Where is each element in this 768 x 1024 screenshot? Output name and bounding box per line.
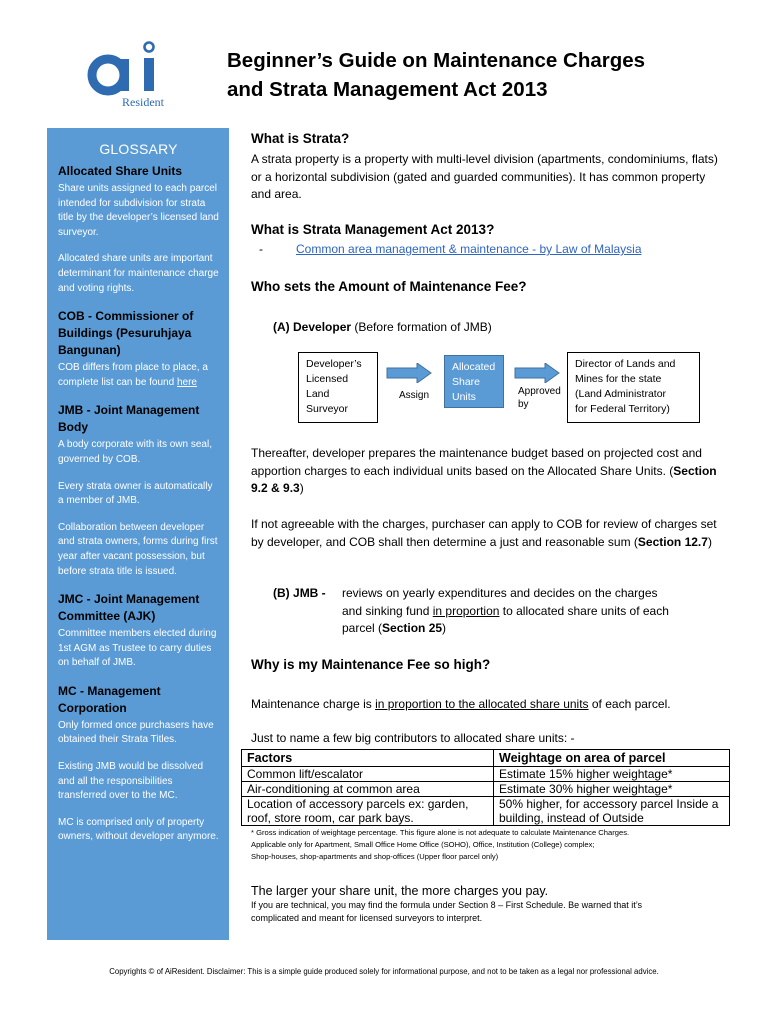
jmb-text-part: and sinking fund	[342, 603, 433, 618]
airesident-logo	[82, 38, 192, 112]
glossary-heading: GLOSSARY	[99, 141, 178, 157]
logo-mark	[82, 38, 192, 98]
jmb-bold: JMB -	[293, 586, 326, 600]
technical-line: If you are technical, you may find the formula under Section 8 – First Schedule. Be warned that it’s	[251, 900, 643, 910]
page-title	[227, 46, 747, 104]
glossary-text: Collaboration between developer and strata owners, forms during first year after vacant possession, but before strata title is issued.	[58, 521, 218, 577]
flow-text: Surveyor	[306, 403, 349, 415]
section-ref: Section 9.2 & 9.3	[251, 463, 717, 495]
jmb-text	[342, 585, 722, 638]
glossary-term: COB - Commissioner of Buildings (Pesuruhjaya Bangunan)	[58, 309, 194, 358]
contributors-text: Just to name a few big contributors to allocated share units: -	[251, 731, 575, 745]
jmb-text-part: to allocated share units of each	[499, 603, 669, 618]
column-header: Factors	[242, 750, 494, 767]
glossary-text: Allocated share units are important determinant for maintenance charge and voting rights.	[58, 253, 219, 294]
larger-share-text: The larger your share unit, the more charges you pay.	[251, 884, 549, 898]
flow-text: by	[518, 399, 529, 410]
jmb-line	[342, 620, 722, 638]
glossary-sidebar	[47, 128, 229, 940]
glossary-text: A body corporate with its own seal, governed by COB.	[58, 439, 212, 465]
table-header-row	[242, 750, 730, 767]
column-header: Weightage on area of parcel	[494, 750, 730, 767]
arrow-icon	[514, 363, 560, 383]
flow-box-allocated-share-units	[444, 355, 504, 408]
table-cell: Location of accessory parcels ex: garden, roof, store room, car park bays.	[242, 797, 494, 826]
section-heading-strata: What is Strata?	[251, 131, 350, 146]
title-line-2: and Strata Management Act 2013	[227, 78, 548, 101]
charge-text	[251, 696, 726, 714]
table-cell: Air-conditioning at common area	[242, 782, 494, 797]
glossary-text: Only formed once purchasers have obtained their Strata Titles.	[58, 719, 214, 746]
arrow-icon	[386, 363, 432, 383]
flow-text: for Federal Territory)	[575, 403, 670, 415]
footnote-line: Applicable only for Apartment, Small Office Home Office (SOHO), Office, Institution (College) complex;	[251, 840, 595, 849]
glossary-term: JMC - Joint Management Committee (AJK)	[58, 592, 200, 624]
technical-note	[251, 899, 721, 925]
jmb-label	[273, 585, 343, 603]
para-text: If not agreeable with the charges, purchaser can apply to COB for review of charges set by developer, and COB shall then determine a just and reasonable sum (	[251, 517, 717, 549]
glossary-term: JMB - Joint Management Body	[58, 403, 200, 435]
table-cell: Common lift/escalator	[242, 767, 494, 782]
jmb-letter: (B)	[273, 586, 290, 600]
section-ref: Section 25	[382, 621, 443, 635]
jmb-underline: in proportion	[432, 603, 500, 618]
flow-box-director	[567, 352, 700, 423]
glossary-text	[58, 361, 219, 390]
glossary-text-prefix: COB differs from place to place, a complete list can be found	[58, 362, 208, 388]
jmb-text-part: parcel (	[342, 621, 383, 635]
flow-box-surveyor	[298, 352, 378, 423]
technical-line: complicated and meant for licensed surveyors to interpret.	[251, 913, 483, 923]
flow-text: Director of Lands and	[575, 358, 676, 370]
table-row	[242, 782, 730, 797]
footer-disclaimer: Copyrights © of AiResident. Disclaimer: This is a simple guide produced solely for informational purpose, and not to be taken as a legal nor professional advice.	[109, 967, 659, 976]
charge-part: Maintenance charge is	[251, 697, 376, 711]
charge-underline: in proportion to the allocated share units	[375, 697, 589, 711]
glossary-text: Every strata owner is automatically a member of JMB.	[58, 480, 213, 507]
flow-text: Units	[452, 391, 476, 403]
flow-text: Approved	[518, 386, 561, 397]
para-text: )	[299, 481, 304, 495]
table-cell: 50% higher, for accessory parcel Inside a building, instead of Outside	[494, 797, 730, 826]
glossary-text: Committee members elected during 1st AGM as Trustee to carry duties on behalf of JMB.	[58, 628, 217, 669]
factors-table	[241, 749, 730, 826]
table-cell: Estimate 15% higher weightage*	[494, 767, 730, 782]
flow-text: Developer’s	[306, 358, 362, 370]
jmb-line: reviews on yearly expenditures and decides on the charges	[342, 586, 658, 600]
glossary-text: Share units assigned to each parcel intended for subdivision for strata title by the developer’s licensed land surveyor.	[58, 183, 219, 238]
footnote-line: * Gross indication of weightage percentage. This figure alone is not adequate to calculate Maintenance Charges.	[251, 828, 630, 837]
developer-rest: (Before formation of JMB)	[351, 320, 492, 334]
strata-text: A strata property is a property with multi-level division (apartments, condominiums, flats) or a horizontal subdivision (gated and guarded communities). It has common property and area.	[251, 152, 718, 201]
developer-label: (A)	[273, 320, 290, 334]
flow-label-assign: Assign	[399, 390, 430, 401]
flow-text: Mines for the state	[575, 373, 662, 385]
sma-link-wrap	[296, 241, 726, 259]
para-budget	[251, 445, 721, 498]
section-heading-sma: What is Strata Management Act 2013?	[251, 222, 495, 237]
glossary-text: MC is comprised only of property owners, without developer anymore.	[58, 816, 219, 843]
section-heading-why: Why is my Maintenance Fee so high?	[251, 657, 491, 672]
section-ref: Section 12.7	[637, 534, 708, 549]
para-text: Thereafter, developer prepares the maintenance budget based on projected cost and apportion charges to each individual units based on the Allocated Share Units. (	[251, 446, 702, 478]
flow-text: Land	[306, 388, 330, 400]
title-line-1: Beginner’s Guide on Maintenance Charges	[227, 49, 646, 72]
table-row	[242, 797, 730, 826]
flow-text: Share	[452, 376, 481, 388]
cob-list-link[interactable]: here	[176, 376, 197, 388]
developer-line	[273, 319, 673, 337]
charge-part: of each parcel.	[588, 697, 671, 711]
para-text: )	[707, 534, 712, 549]
table-cell: Estimate 30% higher weightage*	[494, 782, 730, 797]
footnote-line: Shop-houses, shop-apartments and shop-offices (Upper floor parcel only)	[251, 852, 499, 861]
jmb-text-part: )	[442, 621, 447, 635]
sma-link[interactable]: Common area management & maintenance - by Law of Malaysia	[296, 242, 642, 256]
flow-text: Licensed	[306, 373, 349, 385]
developer-bold: Developer	[293, 320, 352, 334]
para-cob	[251, 516, 723, 551]
section-heading-who: Who sets the Amount of Maintenance Fee?	[251, 279, 527, 294]
flow-text: (Land Administrator	[575, 388, 667, 400]
glossary-term: MC - Management Corporation	[58, 683, 161, 715]
flow-text: Allocated	[452, 361, 496, 373]
table-footnote	[251, 827, 721, 863]
glossary-term: Allocated Share Units	[58, 164, 183, 178]
jmb-line	[342, 603, 722, 621]
table-row	[242, 767, 730, 782]
flow-label-approved	[518, 385, 561, 411]
glossary-text: Existing JMB would be dissolved and all the responsibilities transferred over to the MC.	[58, 761, 204, 802]
logo-subtext: Resident	[122, 95, 164, 109]
bullet: -	[259, 242, 263, 256]
